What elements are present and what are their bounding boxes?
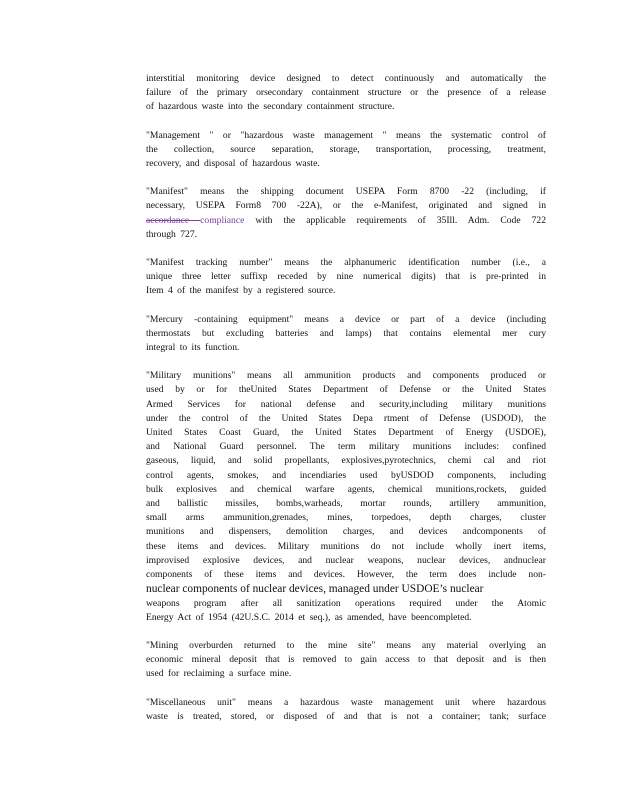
text-line: Armed Services for national defense and security,including military munitions: [146, 398, 546, 410]
text-line: "Miscellaneous unit" means a hazardous waste management unit where hazardous: [146, 696, 546, 708]
paragraph-manifest-definition: [146, 185, 546, 242]
text-line: recovery, and disposal of hazardous waste.: [146, 158, 320, 170]
text-line: "Manifest" means the shipping document USEPA Form 8700 -22 (including, if: [146, 186, 546, 198]
inserted-text: compliance: [200, 214, 245, 226]
text-line: and National Guard personnel. The term military munitions includes: confined: [146, 441, 546, 453]
text-line: United States Coast Guard, the United States Department of Energy (USDOE),: [146, 427, 546, 439]
text-line: used for reclaiming a surface mine.: [146, 668, 292, 680]
text-line: used by or for theUnited States Department of Defense or the United States: [146, 384, 546, 396]
text-line: control agents, smokes, and incendiaries used byUSDOD components, including: [146, 469, 546, 481]
text-line: unique three letter suffixp receded by nine numerical digits) that is pre-printed in: [146, 271, 546, 283]
paragraph-military-munitions: [146, 369, 546, 625]
paragraph-mercury-containing-equipment: [146, 313, 546, 356]
text-line: nuclear components of nuclear devices, managed under USDOE’s nuclear: [146, 583, 484, 596]
text-line: "Manifest tracking number" means the alphanumeric identification number (i.e., a: [146, 257, 546, 269]
text-line: interstitial monitoring device designed to detect continuously and automatically the: [146, 73, 546, 84]
deleted-text: accordance: [146, 214, 201, 226]
text-line: economic mineral deposit that is removed to gain access to that deposit and is then: [146, 654, 546, 666]
text-line: thermostats but excluding batteries and lamps) that contains elemental mer cury: [146, 327, 546, 339]
text-line: through 727.: [146, 228, 198, 240]
text-line: of hazardous waste into the secondary containment structure.: [146, 101, 395, 113]
text-line: these items and devices. Military munitions do not include wholly inert items,: [146, 540, 546, 552]
text-line: under the control of the United States Depa rtment of Defense (USDOD), the: [146, 412, 546, 424]
paragraph-manifest-tracking-number: [146, 256, 546, 299]
paragraph-mining-overburden: [146, 639, 546, 682]
paragraph-miscellaneous-unit: [146, 696, 546, 724]
text-line: and ballistic missiles, bombs,warheads, mortar rounds, artillery ammunition,: [146, 498, 546, 510]
text-run: with the applicable requirements of 35Ill. Adm. Code 722: [244, 214, 546, 226]
text-line: munitions and dispensers, demolition charges, and devices andcomponents of: [146, 526, 546, 538]
text-line: "Military munitions" means all ammunition products and components produced or: [146, 370, 546, 382]
text-line: weapons program after all sanitization operations required under the Atomic: [146, 597, 546, 609]
text-line: integral to its function.: [146, 342, 240, 354]
text-line: Item 4 of the manifest by a registered source.: [146, 285, 336, 297]
text-line: the collection, source separation, storage, transportation, processing, treatment,: [146, 143, 546, 155]
text-line: necessary, USEPA Form8 700 -22A), or the e-Manifest, originated and signed in: [146, 200, 546, 212]
document-page: [146, 72, 546, 738]
paragraph-interstitial: [146, 72, 546, 115]
text-line: "Management " or "hazardous waste management " means the systematic control of: [146, 129, 546, 141]
revision-line: [146, 214, 546, 228]
paragraph-management-definition: [146, 129, 546, 172]
text-line: "Mining overburden returned to the mine site" means any material overlying an: [146, 639, 546, 651]
text-line: improvised explosive devices, and nuclear weapons, nuclear devices, andnuclear: [146, 554, 546, 566]
text-line: components of these items and devices. However, the term does include non-: [146, 569, 546, 581]
text-line: small arms ammunition,grenades, mines, torpedoes, depth charges, cluster: [146, 512, 546, 524]
text-line: Energy Act of 1954 (42U.S.C. 2014 et seq.), as amended, have beencompleted.: [146, 611, 472, 623]
text-line: "Mercury -containing equipment" means a device or part of a device (including: [146, 313, 546, 325]
text-line: waste is treated, stored, or disposed of and that is not a container; tank; surface: [146, 710, 546, 722]
text-line: gaseous, liquid, and solid propellants, explosives,pyrotechnics, chemi cal and riot: [146, 455, 546, 467]
text-line: failure of the primary orsecondary containment structure or the presence of a release: [146, 87, 546, 99]
text-line: bulk explosives and chemical warfare agents, chemical munitions,rockets, guided: [146, 483, 546, 495]
